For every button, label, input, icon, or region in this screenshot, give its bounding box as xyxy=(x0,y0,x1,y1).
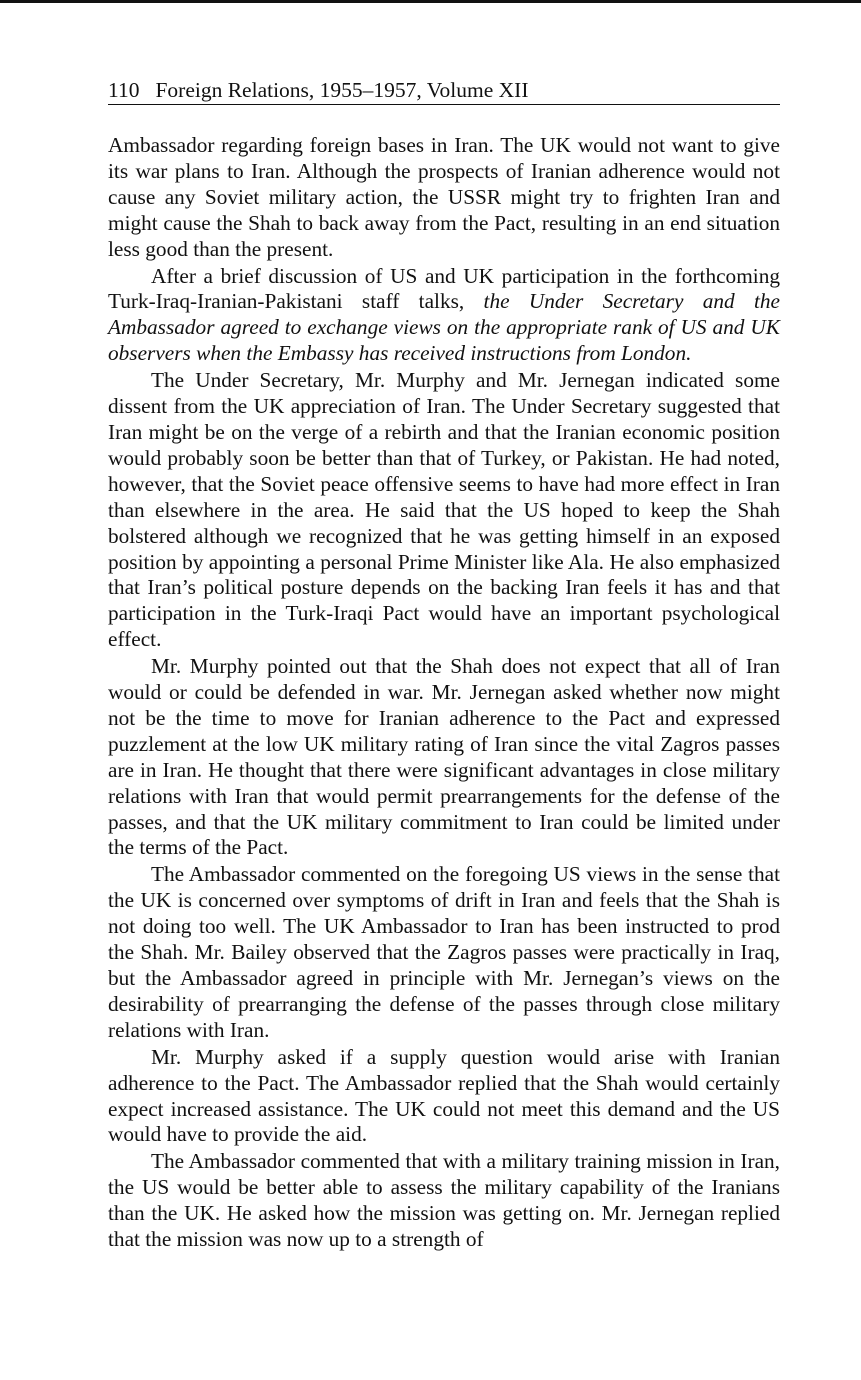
paragraph-staff-talks-italic: the Under Secretary and the Ambassador agreed to exchange views on the appropriate rank of US and UK observers when the Embassy has received instructions from London. xyxy=(108,289,780,366)
page-top-edge xyxy=(0,0,861,3)
page-number: 110 xyxy=(108,78,140,102)
paragraph-murphy-defense: Mr. Murphy pointed out that the Shah does not expect that all of Iran would or could be defended in war. Mr. Jernegan asked whether now might not be the time to move for Iranian adherence to the Pact and expressed puzzlement at the low UK military rating of Iran since the vital Zagros passes are in Iran. He thought that there were significant advantages in close military relations with Iran that would permit prearrangements for the defense of the passes, and that the UK military commitment to Iran could be limited under the terms of the Pact. xyxy=(108,654,780,860)
paragraph-continuation: Ambassador regarding foreign bases in Iran. The UK would not want to give its war plans to Iran. Although the prospects of Iranian adherence would not cause any Soviet military action, the USSR might try to frighten Iran and might cause the Shah to back away from the Pact, resulting in an end situation less good than the present. xyxy=(108,133,780,261)
paragraph-ambassador-drift: The Ambassador commented on the foregoing US views in the sense that the UK is concerned over symptoms of drift in Iran and feels that the Shah is not doing too well. The UK Ambassador to Iran has been instructed to prod the Shah. Mr. Bailey observed that the Zagros passes were practically in Iraq, but the Ambassador agreed in principle with Mr. Jernegan’s views on the desirability of prearranging the defense of the passes through close military relations with Iran. xyxy=(108,862,780,1042)
running-title: Foreign Relations, 1955–1957, Volume XII xyxy=(155,78,529,102)
paragraph-staff-talks-text: After a brief discussion of US and UK participation in the forthcoming Turk-Iraq-Iranian-Pakistani staff talks, xyxy=(108,263,780,314)
paragraph-supply-question: Mr. Murphy asked if a supply question would arise with Iranian adherence to the Pact. The Ambassador replied that the Shah would certainly expect increased assistance. The UK could not meet this demand and the US would have to provide the aid. xyxy=(108,1044,780,1147)
paragraph-dissent: The Under Secretary, Mr. Murphy and Mr. Jernegan indicated some dissent from the UK appreciation of Iran. The Under Secretary suggested that Iran might be on the verge of a rebirth and that the Iranian economic position would probably soon be better than that of Turkey, or Pakistan. He had noted, however, that the Soviet peace offensive seems to have had more effect in Iran than elsewhere in the area. He said that the US hoped to keep the Shah bolstered although we recognized that he was getting himself in an exposed position by appointing a personal Prime Minister like Ala. He also emphasized that Iran’s political posture depends on the backing Iran feels it has and that participation in the Turk-Iraqi Pact would have an important psychological effect. xyxy=(108,368,780,652)
paragraph-training-mission: The Ambassador commented that with a military training mission in Iran, the US would be better able to assess the military capability of the Iranians than the UK. He asked how the mission was getting on. Mr. Jernegan replied that the mission was now up to a strength of xyxy=(108,1149,780,1252)
body-text xyxy=(108,133,780,1253)
running-head xyxy=(108,76,780,105)
document-page xyxy=(108,76,780,1253)
paragraph-staff-talks xyxy=(108,264,780,368)
